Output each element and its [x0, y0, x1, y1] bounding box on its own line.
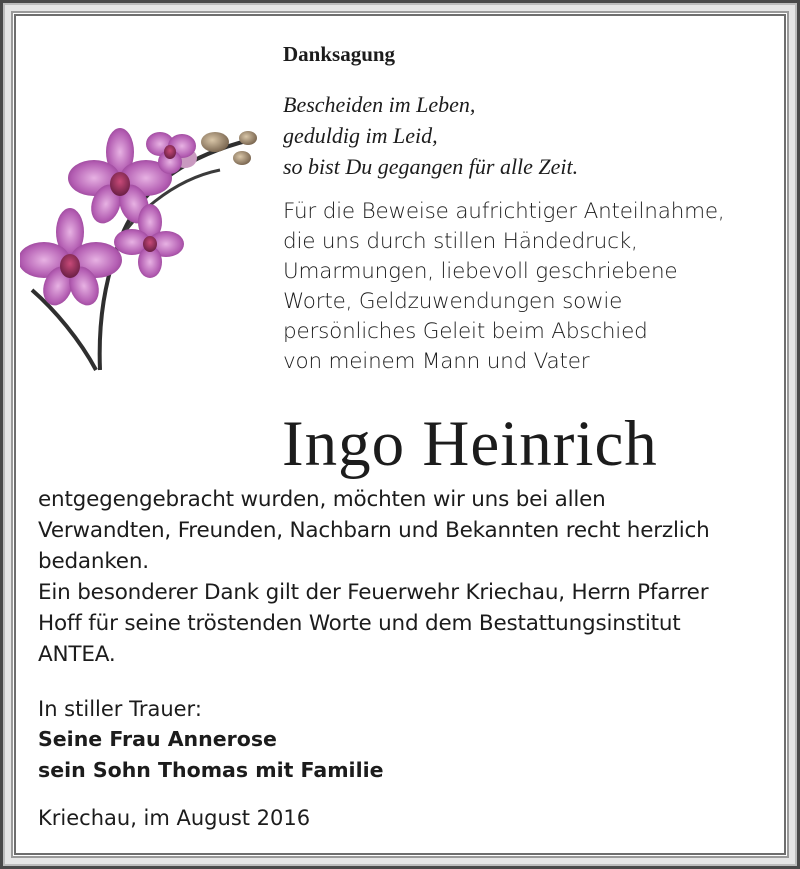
- place-date: Kriechau, im August 2016: [38, 806, 311, 830]
- body-line: ANTEA.: [38, 642, 116, 667]
- poem-verse: [283, 89, 578, 182]
- body-paragraph: [38, 484, 710, 670]
- poem-line: geduldig im Leid,: [283, 123, 438, 148]
- thanks-paragraph: [283, 197, 725, 377]
- body-line: Ein besonderer Dank gilt der Feuerwehr Kriechau, Herrn Pfarrer: [38, 580, 709, 605]
- signature-name: sein Sohn Thomas mit Familie: [38, 758, 384, 782]
- orchid-flower-icon: [20, 120, 280, 380]
- thanks-line: Worte, Geldzuwendungen sowie: [283, 289, 623, 314]
- signature-names: [38, 724, 384, 786]
- thanks-line: Für die Beweise aufrichtiger Anteilnahme,: [283, 199, 725, 224]
- poem-line: so bist Du gegangen für alle Zeit.: [283, 154, 579, 179]
- body-line: bedanken.: [38, 549, 149, 574]
- signature-name: Seine Frau Annerose: [38, 727, 277, 751]
- body-line: Verwandten, Freunden, Nachbarn und Bekannten recht herzlich: [38, 518, 710, 543]
- body-line: entgegengebracht wurden, möchten wir uns bei allen: [38, 487, 606, 512]
- notice-heading: Danksagung: [283, 42, 396, 66]
- signature-intro: In stiller Trauer:: [38, 697, 202, 721]
- thanks-line: persönliches Geleit beim Abschied: [283, 319, 648, 344]
- body-line: Hoff für seine tröstenden Worte und dem Bestattungsinstitut: [38, 611, 681, 636]
- poem-line: Bescheiden im Leben,: [283, 92, 476, 117]
- thanks-line: von meinem Mann und Vater: [283, 349, 590, 374]
- deceased-name: Ingo Heinrich: [282, 408, 658, 480]
- thanks-line: die uns durch stillen Händedruck,: [283, 229, 638, 254]
- thanks-line: Umarmungen, liebevoll geschriebene: [283, 259, 678, 284]
